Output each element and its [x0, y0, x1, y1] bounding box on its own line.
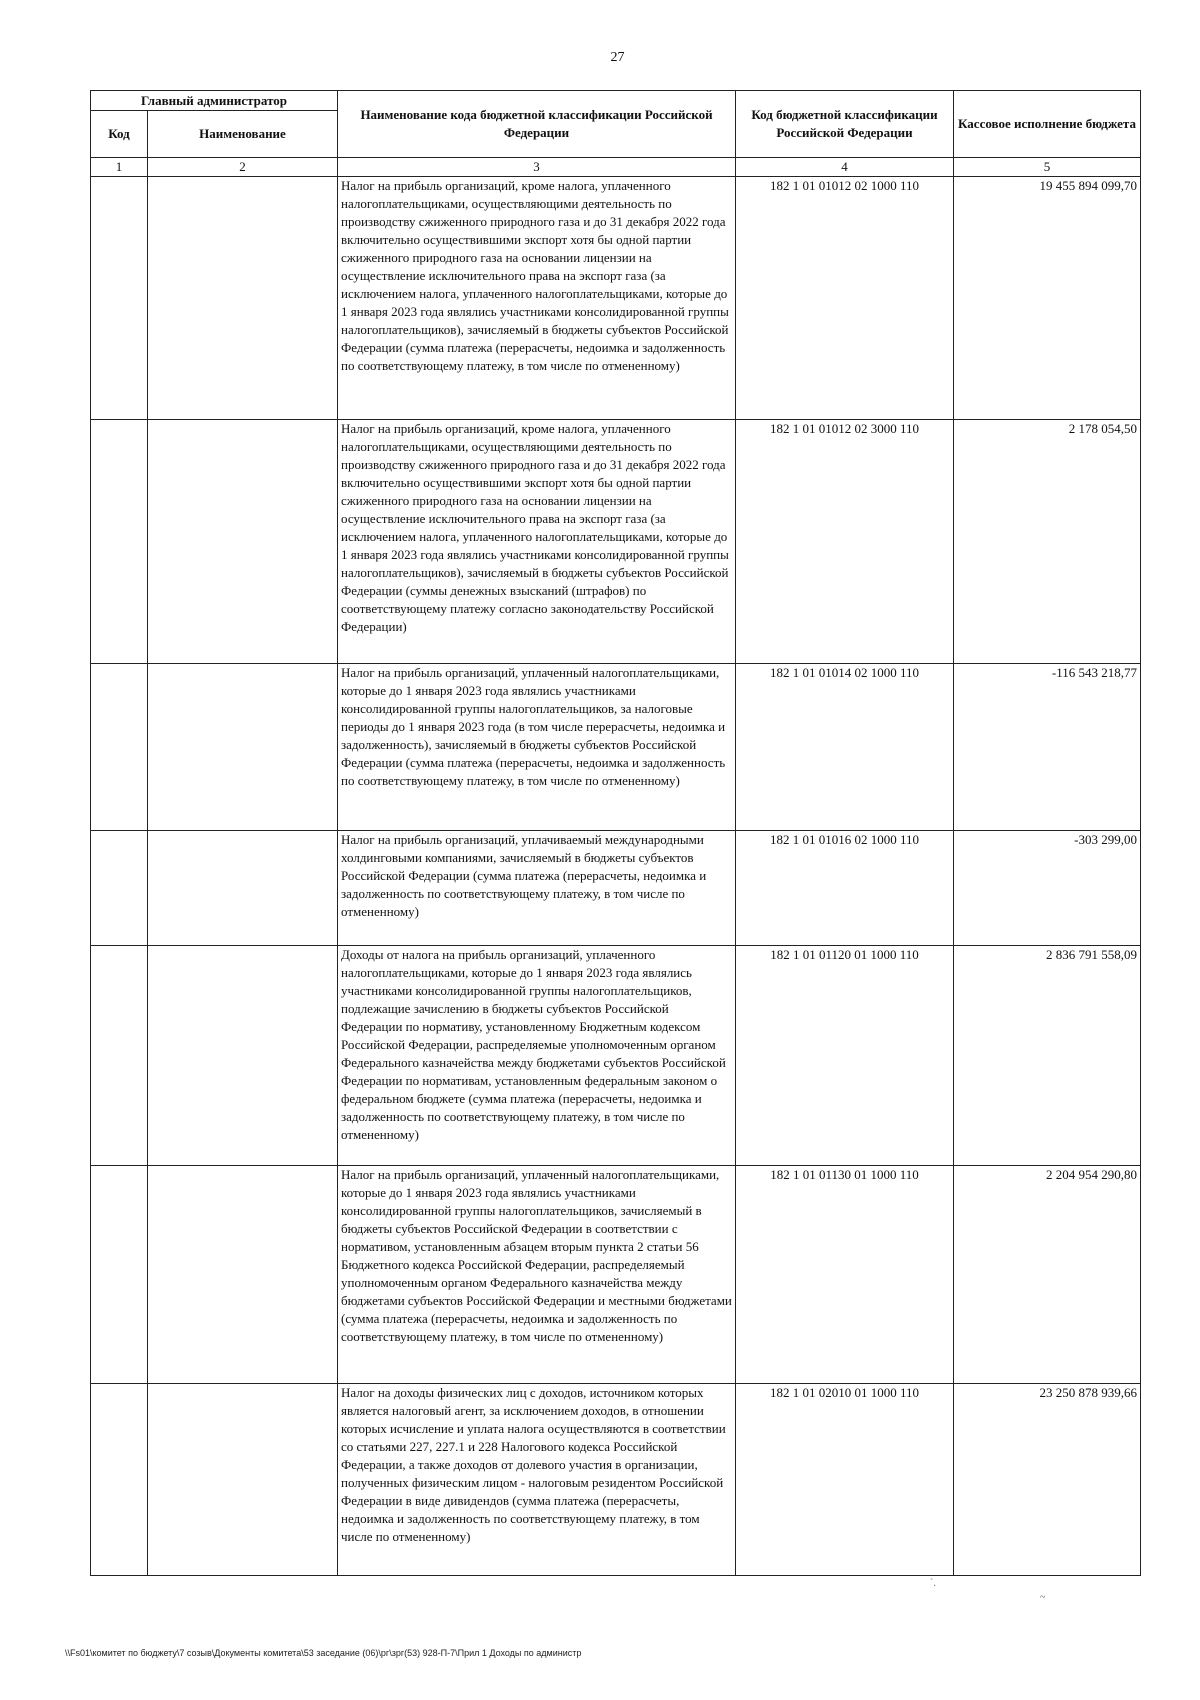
admin-code-cell	[91, 946, 148, 1166]
admin-name-cell	[148, 664, 338, 831]
amount-cell: 2 836 791 558,09	[954, 946, 1141, 1166]
admin-name-cell	[148, 177, 338, 420]
admin-code-cell	[91, 664, 148, 831]
revenue-table	[90, 90, 1141, 1576]
amount-cell: -303 299,00	[954, 831, 1141, 946]
admin-code-cell	[91, 420, 148, 664]
kbk-code-cell: 182 1 01 01016 02 1000 110	[736, 831, 954, 946]
table-row	[91, 664, 1141, 831]
amount-cell: 23 250 878 939,66	[954, 1384, 1141, 1576]
kbk-name-cell: Налог на прибыль организаций, уплаченный налогоплательщиками, которые до 1 января 2023 года являлись участниками консолидированной группы налогоплательщиков, зачисляемый в бюджеты субъектов Российской Федерации в соответствии с нормативом, установленным абзацем вторым пункта 2 статьи 56 Бюджетного кодекса Российской Федерации, распределяемый уполномоченным органом Федерального казначейства между бюджетами субъектов Российской Федерации и местными бюджетами (сумма платежа (перерасчеты, недоимка и задолженность по соответствующему платежу, в том числе по отмененному)	[338, 1166, 736, 1384]
kbk-code-cell: 182 1 01 01130 01 1000 110	[736, 1166, 954, 1384]
kbk-name-cell: Налог на прибыль организаций, уплаченный налогоплательщиками, которые до 1 января 2023 года являлись участниками консолидированной группы налогоплательщиков, за налоговые периоды до 1 января 2023 года (в том числе перерасчеты, недоимка и задолженность), зачисляемый в бюджеты субъектов Российской Федерации (сумма платежа (перерасчеты, недоимка и задолженность по соответствующему платежу, в том числе по отмененному)	[338, 664, 736, 831]
column-number: 2	[148, 158, 338, 177]
admin-code-cell	[91, 1384, 148, 1576]
table-row	[91, 831, 1141, 946]
kbk-code-cell: 182 1 01 01012 02 1000 110	[736, 177, 954, 420]
header-code: Код	[91, 111, 148, 158]
header-admin-name: Наименование	[148, 111, 338, 158]
admin-code-cell	[91, 177, 148, 420]
kbk-name-cell: Налог на прибыль организаций, уплачиваемый международными холдинговыми компаниями, зачисляемый в бюджеты субъектов Российской Федерации (сумма платежа (перерасчеты, недоимка и задолженность по соответствующему платежу, в том числе по отмененному)	[338, 831, 736, 946]
header-kbk-name: Наименование кода бюджетной классификации Российской Федерации	[338, 91, 736, 158]
kbk-name-cell: Налог на доходы физических лиц с доходов, источником которых является налоговый агент, за исключением доходов, в отношении которых исчисление и уплата налога осуществляются в соответствии со статьями 227, 227.1 и 228 Налогового кодекса Российской Федерации, а также доходов от долевого участия в организации, полученных физическим лицом - налоговым резидентом Российской Федерации в виде дивидендов (сумма платежа (перерасчеты, недоимка и задолженность по соответствующему платежу, в том числе по отмененному)	[338, 1384, 736, 1576]
page-number: 27	[610, 50, 625, 65]
admin-name-cell	[148, 1166, 338, 1384]
column-number: 5	[954, 158, 1141, 177]
admin-code-cell	[91, 1166, 148, 1384]
amount-cell: 19 455 894 099,70	[954, 177, 1141, 420]
kbk-code-cell: 182 1 01 01012 02 3000 110	[736, 420, 954, 664]
admin-name-cell	[148, 831, 338, 946]
amount-cell: -116 543 218,77	[954, 664, 1141, 831]
column-number: 4	[736, 158, 954, 177]
header-chief-administrator: Главный администратор	[91, 91, 338, 111]
column-number: 1	[91, 158, 148, 177]
column-number-row	[91, 158, 1141, 177]
amount-cell: 2 204 954 290,80	[954, 1166, 1141, 1384]
kbk-code-cell: 182 1 01 01014 02 1000 110	[736, 664, 954, 831]
column-number: 3	[338, 158, 736, 177]
scan-artifact: ~	[1040, 1592, 1046, 1603]
scan-artifact: `.	[930, 1578, 936, 1589]
amount-cell: 2 178 054,50	[954, 420, 1141, 664]
admin-name-cell	[148, 1384, 338, 1576]
table-row	[91, 1166, 1141, 1384]
header-kbk-code: Код бюджетной классификации Российской Федерации	[736, 91, 954, 158]
table-row	[91, 420, 1141, 664]
admin-name-cell	[148, 420, 338, 664]
table-row	[91, 946, 1141, 1166]
kbk-name-cell: Доходы от налога на прибыль организаций, уплаченного налогоплательщиками, которые до 1 января 2023 года являлись участниками консолидированной группы налогоплательщиков, подлежащие зачислению в бюджеты субъектов Российской Федерации по нормативу, установленному Бюджетным кодексом Российской Федерации, распределяемые уполномоченным органом Федерального казначейства между бюджетами субъектов Российской Федерации по нормативам, установленным федеральным законом о федеральном бюджете (сумма платежа (перерасчеты, недоимка и задолженность по соответствующему платежу, в том числе по отмененному)	[338, 946, 736, 1166]
admin-code-cell	[91, 831, 148, 946]
table-row	[91, 1384, 1141, 1576]
table-row	[91, 177, 1141, 420]
kbk-code-cell: 182 1 01 01120 01 1000 110	[736, 946, 954, 1166]
header-budget-execution: Кассовое исполнение бюджета	[954, 91, 1141, 158]
admin-name-cell	[148, 946, 338, 1166]
kbk-code-cell: 182 1 01 02010 01 1000 110	[736, 1384, 954, 1576]
kbk-name-cell: Налог на прибыль организаций, кроме налога, уплаченного налогоплательщиками, осуществляющими деятельность по производству сжиженного природного газа и до 31 декабря 2022 года включительно осуществившими экспорт хотя бы одной партии сжиженного природного газа на основании лицензии на осуществление исключительного права на экспорт газа (за исключением налога, уплаченного налогоплательщиками, которые до 1 января 2023 года являлись участниками консолидированной группы налогоплательщиков), зачисляемый в бюджеты субъектов Российской Федерации (сумма платежа (перерасчеты, недоимка и задолженность по соответствующему платежу, в том числе по отмененному)	[338, 177, 736, 420]
footer-file-path: \\Fs01\комитет по бюджету\7 созыв\Документы комитета\53 заседание (06)\рг\зрг(53) 928-П-7\Прил 1 Доходы по администр	[65, 1648, 582, 1658]
kbk-name-cell: Налог на прибыль организаций, кроме налога, уплаченного налогоплательщиками, осуществляющими деятельность по производству сжиженного природного газа и до 31 декабря 2022 года включительно осуществившими экспорт хотя бы одной партии сжиженного природного газа на основании лицензии на осуществление исключительного права на экспорт газа (за исключением налога, уплаченного налогоплательщиками, которые до 1 января 2023 года являлись участниками консолидированной группы налогоплательщиков), зачисляемый в бюджеты субъектов Российской Федерации (суммы денежных взысканий (штрафов) по соответствующему платежу согласно законодательству Российской Федерации)	[338, 420, 736, 664]
